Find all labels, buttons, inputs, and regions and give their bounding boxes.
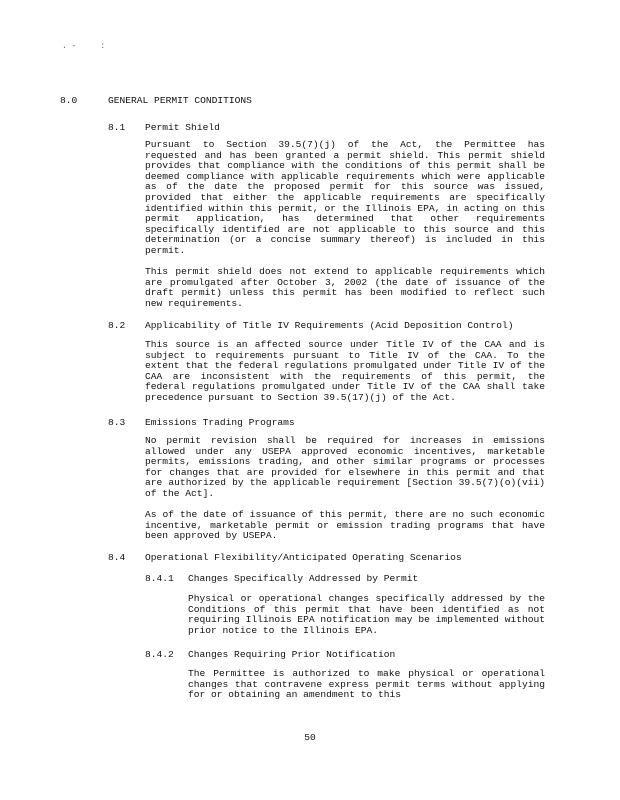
paragraph: No permit revision shall be required for increases in emissions allowed under any USEPA approved economic incentives, marketable permits, emissions trading, and other similar programs or processes for changes that are provided for elsewhere in this permit and that are authorized by the applicable requirement [Section 39.5(7)(o)(vii) of the Act]. xyxy=(145,435,545,499)
subsection-number: 8.4.2 xyxy=(145,649,174,660)
paragraph: Physical or operational changes specifically addressed by the Conditions of this permit that have been identified as not requiring Illinois EPA notification may be implemented without prior notice to the Illinois EPA. xyxy=(188,593,545,636)
paragraph: Pursuant to Section 39.5(7)(j) of the Act, the Permittee has requested and has been granted a permit shield. This permit shield provides that compliance with the conditions of this permit shall be deemed compliance with applicable requirements which were applicable as of the date the proposed permit for this source was issued, provided that either the applicable requirements are specifically identified within this permit, or the Illinois EPA, in acting on this permit application, has determined that other requirements specifically identified are not applicable to this source and this determination (or a concise summary thereof) is included in this permit. xyxy=(145,139,545,256)
corner-marks: . - : xyxy=(62,42,106,51)
paragraph: This permit shield does not extend to applicable requirements which are promulgated after October 3, 2002 (the date of issuance of the draft permit) unless this permit has been modified to reflect such new requirements. xyxy=(145,266,545,309)
subsection-title: Changes Specifically Addressed by Permit xyxy=(188,573,419,584)
section-title: Applicability of Title IV Requirements (Acid Deposition Control) xyxy=(145,320,514,331)
section-title: Operational Flexibility/Anticipated Operating Scenarios xyxy=(145,552,462,563)
subsection-number: 8.4.1 xyxy=(145,573,174,584)
section-number: 8.4 xyxy=(108,552,126,563)
paragraph: As of the date of issuance of this permit, there are no such economic incentive, marketable permit or emission trading programs that have been approved by USEPA. xyxy=(145,509,545,542)
section-title: Permit Shield xyxy=(145,122,220,133)
page-number: 50 xyxy=(304,732,316,743)
section-number: 8.2 xyxy=(108,320,126,331)
section-number: 8.3 xyxy=(108,417,126,428)
paragraph: The Permittee is authorized to make physical or operational changes that contravene express permit terms without applying for or obtaining an amendment to this xyxy=(188,668,545,701)
subsection-title: Changes Requiring Prior Notification xyxy=(188,649,396,660)
paragraph: This source is an affected source under Title IV of the CAA and is subject to requirements pursuant to Title IV of the CAA. To the extent that the federal regulations promulgated under Title IV of the CAA are inconsistent with the requirements of this permit, the federal regulations promulgated under Title IV of the CAA shall take precedence pursuant to Section 39.5(17)(j) of the Act. xyxy=(145,339,545,403)
heading-title: GENERAL PERMIT CONDITIONS xyxy=(108,95,252,106)
section-number: 8.1 xyxy=(108,122,126,133)
section-title: Emissions Trading Programs xyxy=(145,417,295,428)
heading-number: 8.0 xyxy=(60,95,78,106)
